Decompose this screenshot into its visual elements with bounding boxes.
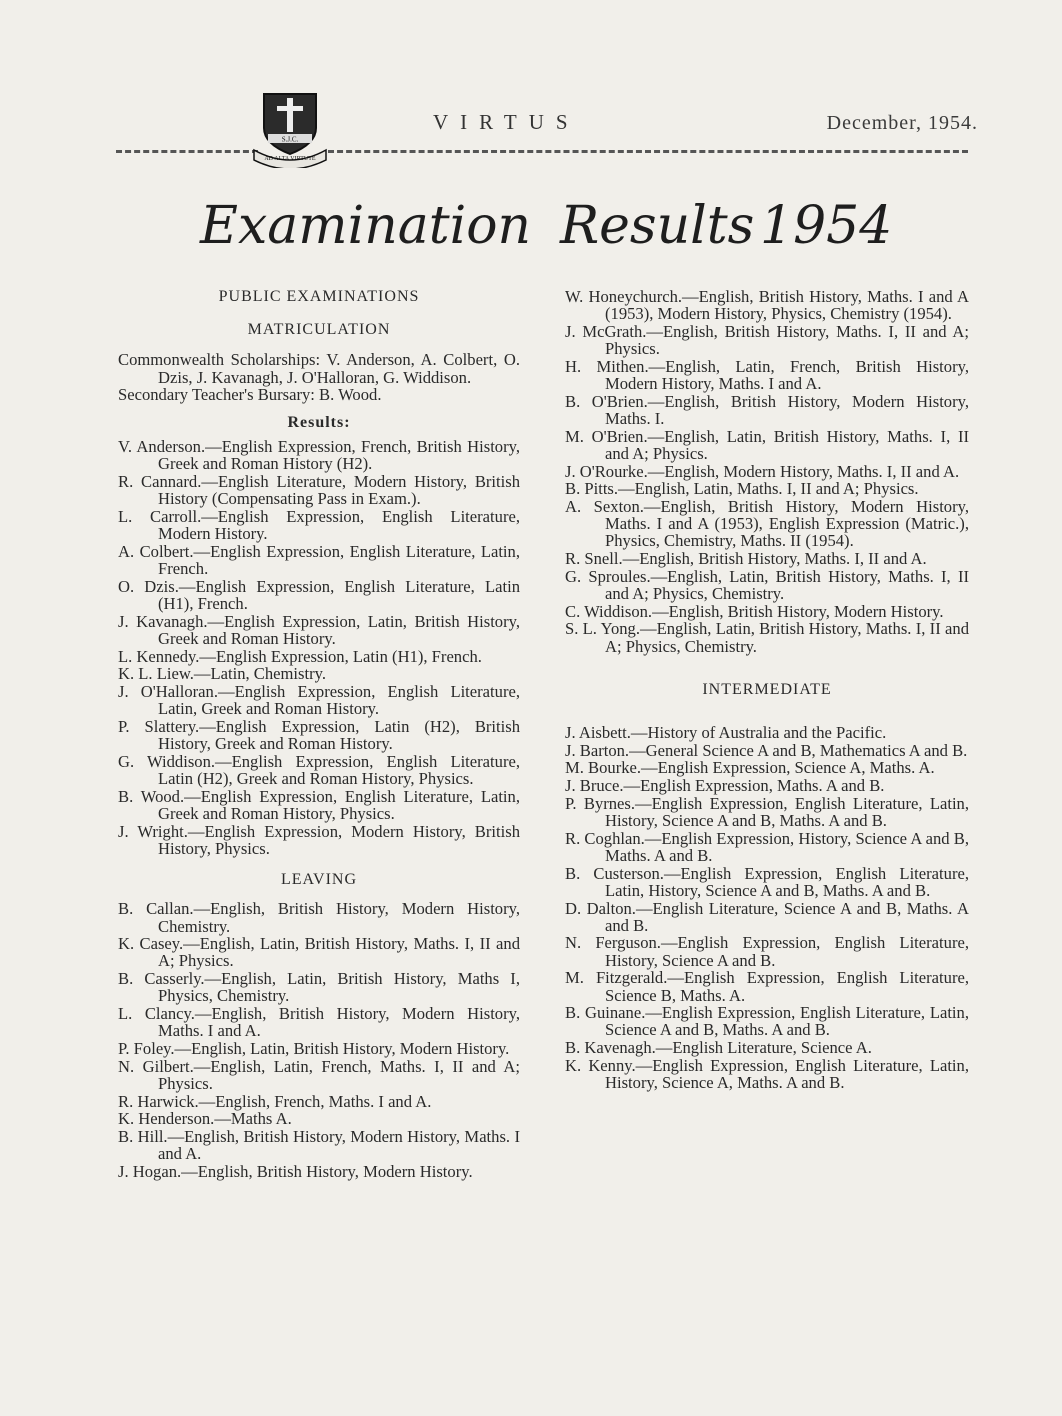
section-heading-matriculation: MATRICULATION [247, 321, 391, 339]
result-entry: B. Wood.—English Expression, English Literature, Latin, Greek and Roman History, Physics. [118, 786, 520, 823]
result-entry: D. Dalton.—English Literature, Science A and B, Maths. A and B. [565, 898, 969, 935]
page-title-word-1: Examination [200, 196, 532, 256]
svg-text:AD ALTA VIRTUTE: AD ALTA VIRTUTE [264, 156, 316, 162]
result-entry: J. Kavanagh.—English Expression, Latin, British History, Greek and Roman History. [118, 611, 520, 648]
result-entry: V. Anderson.—English Expression, French, British History, Greek and Roman History (H2). [118, 437, 520, 474]
result-entry: J. O'Rourke.—English, Modern History, Maths. I, II and A. [565, 461, 960, 481]
result-entry: A. Colbert.—English Expression, English Literature, Latin, French. [118, 541, 520, 579]
result-entry: R. Snell.—English, British History, Maths. I, II and A. [565, 549, 927, 569]
result-entry: M. O'Brien.—English, Latin, British History, Maths. I, II and A; Physics. [565, 426, 969, 463]
header-rule-right [328, 150, 968, 153]
result-entry: B. Hill.—English, British History, Modern History, Maths. I and A. [118, 1126, 520, 1164]
page-title-year: 1954 [760, 196, 893, 256]
bursary-text: Secondary Teacher's Bursary: B. Wood. [118, 384, 382, 404]
header-rule-left [116, 150, 258, 153]
result-entry: J. Hogan.—English, British History, Modern History. [118, 1161, 473, 1181]
result-entry: B. Casserly.—English, Latin, British History, Maths I, Physics, Chemistry. [118, 969, 520, 1006]
result-entry: L. Carroll.—English Expression, English Literature, Modern History. [118, 507, 520, 544]
result-entry: K. Casey.—English, Latin, British History, Maths. I, II and A; Physics. [118, 934, 520, 971]
page-title [200, 196, 920, 276]
result-entry: K. Kenny.—English Expression, English Literature, Latin, History, Science A, Maths. A and B. [565, 1055, 969, 1093]
result-entry: W. Honeychurch.—English, British History, Maths. I and A (1953), Modern History, Physics, Chemistry (1954). [565, 287, 969, 324]
section-heading-public-examinations: PUBLIC EXAMINATIONS [218, 288, 420, 305]
result-entry: B. Callan.—English, British History, Modern History, Chemistry. [118, 899, 520, 936]
intermediate-results-list [565, 724, 969, 1091]
result-entry: N. Ferguson.—English Expression, English Literature, History, Science A and B. [565, 933, 969, 970]
result-entry: P. Slattery.—English Expression, Latin (H2), British History, Greek and Roman History. [118, 716, 520, 754]
page-header [0, 0, 1062, 190]
result-entry: M. Fitzgerald.—English Expression, English Literature, Science B, Maths. A. [565, 968, 969, 1005]
result-entry: A. Sexton.—English, British History, Modern History, Maths. I and A (1953), English Expression (Matric.), Physics, Chemistry, Maths. II (1954). [565, 496, 969, 551]
result-entry: J. Aisbett.—History of Australia and the Pacific. [565, 722, 887, 742]
result-entry: B. Guinane.—English Expression, English Literature, Latin, Science A and B, Maths. A and B. [565, 1003, 969, 1040]
result-entry: R. Coghlan.—English Expression, History, Science A and B, Maths. A and B. [565, 828, 969, 865]
issue-date: December, 1954. [826, 112, 978, 134]
result-entry: J. McGrath.—English, British History, Maths. I, II and A; Physics. [565, 321, 969, 359]
result-entry: C. Widdison.—English, British History, Modern History. [565, 601, 944, 621]
svg-text:S.J.C.: S.J.C. [281, 135, 299, 144]
result-entry: K. Henderson.—Maths A. [118, 1109, 292, 1129]
result-entry: B. Custerson.—English Expression, English Literature, Latin, History, Science A and B, Maths. A and B. [565, 863, 969, 900]
matriculation-results-list [118, 438, 520, 857]
result-entry: J. Bruce.—English Expression, Maths. A and B. [565, 776, 885, 796]
result-entry: P. Byrnes.—English Expression, English Literature, Latin, History, Science A and B, Maths. A and B. [565, 793, 969, 830]
result-entry: L. Kennedy.—English Expression, Latin (H1), French. [118, 646, 482, 666]
result-entry: K. L. Liew.—Latin, Chemistry. [118, 664, 326, 684]
leaving-results-list-left [118, 900, 520, 1180]
result-entry: L. Clancy.—English, British History, Modern History, Maths. I and A. [118, 1004, 520, 1041]
result-entry: B. O'Brien.—English, British History, Modern History, Maths. I. [565, 391, 969, 428]
result-entry: J. O'Halloran.—English Expression, English Literature, Latin, Greek and Roman History. [118, 682, 520, 719]
result-entry: M. Bourke.—English Expression, Science A, Maths. A. [565, 758, 935, 778]
result-entry: H. Mithen.—English, Latin, French, British History, Modern History, Maths. I and A. [565, 356, 969, 394]
result-entry: S. L. Yong.—English, Latin, British History, Maths. I, II and A; Physics, Chemistry. [565, 619, 969, 656]
result-entry: O. Dzis.—English Expression, English Literature, Latin (H1), French. [118, 576, 520, 614]
result-entry: R. Cannard.—English Literature, Modern History, British History (Compensating Pass in Exam.). [118, 472, 520, 509]
scholarships-text: Commonwealth Scholarships: V. Anderson, A. Colbert, O. Dzis, J. Kavanagh, J. O'Halloran, G. Widdison. [118, 350, 520, 387]
result-entry: G. Sproules.—English, Latin, British History, Maths. I, II and A; Physics, Chemistry. [565, 566, 969, 603]
result-entry: B. Pitts.—English, Latin, Maths. I, II and A; Physics. [565, 479, 919, 499]
magazine-title: VIRTUS [433, 110, 580, 134]
section-heading-leaving: LEAVING [280, 871, 358, 889]
results-heading: Results: [287, 414, 351, 432]
result-entry: B. Kavenagh.—English Literature, Science A. [565, 1038, 872, 1058]
page-title-word-2: Results [560, 196, 755, 256]
result-entry: R. Harwick.—English, French, Maths. I and A. [118, 1091, 432, 1111]
right-column [565, 288, 969, 1092]
left-column [118, 288, 520, 1181]
section-heading-intermediate: INTERMEDIATE [702, 680, 832, 698]
result-entry: J. Wright.—English Expression, Modern History, British History, Physics. [118, 821, 520, 858]
result-entry: G. Widdison.—English Expression, English Literature, Latin (H2), Greek and Roman History, Physics. [118, 751, 520, 789]
leaving-results-list-right [565, 288, 969, 655]
school-crest-icon [250, 88, 330, 168]
result-entry: N. Gilbert.—English, Latin, French, Maths. I, II and A; Physics. [118, 1056, 520, 1093]
result-entry: J. Barton.—General Science A and B, Mathematics A and B. [565, 740, 968, 760]
result-entry: P. Foley.—English, Latin, British History, Modern History. [118, 1038, 510, 1058]
